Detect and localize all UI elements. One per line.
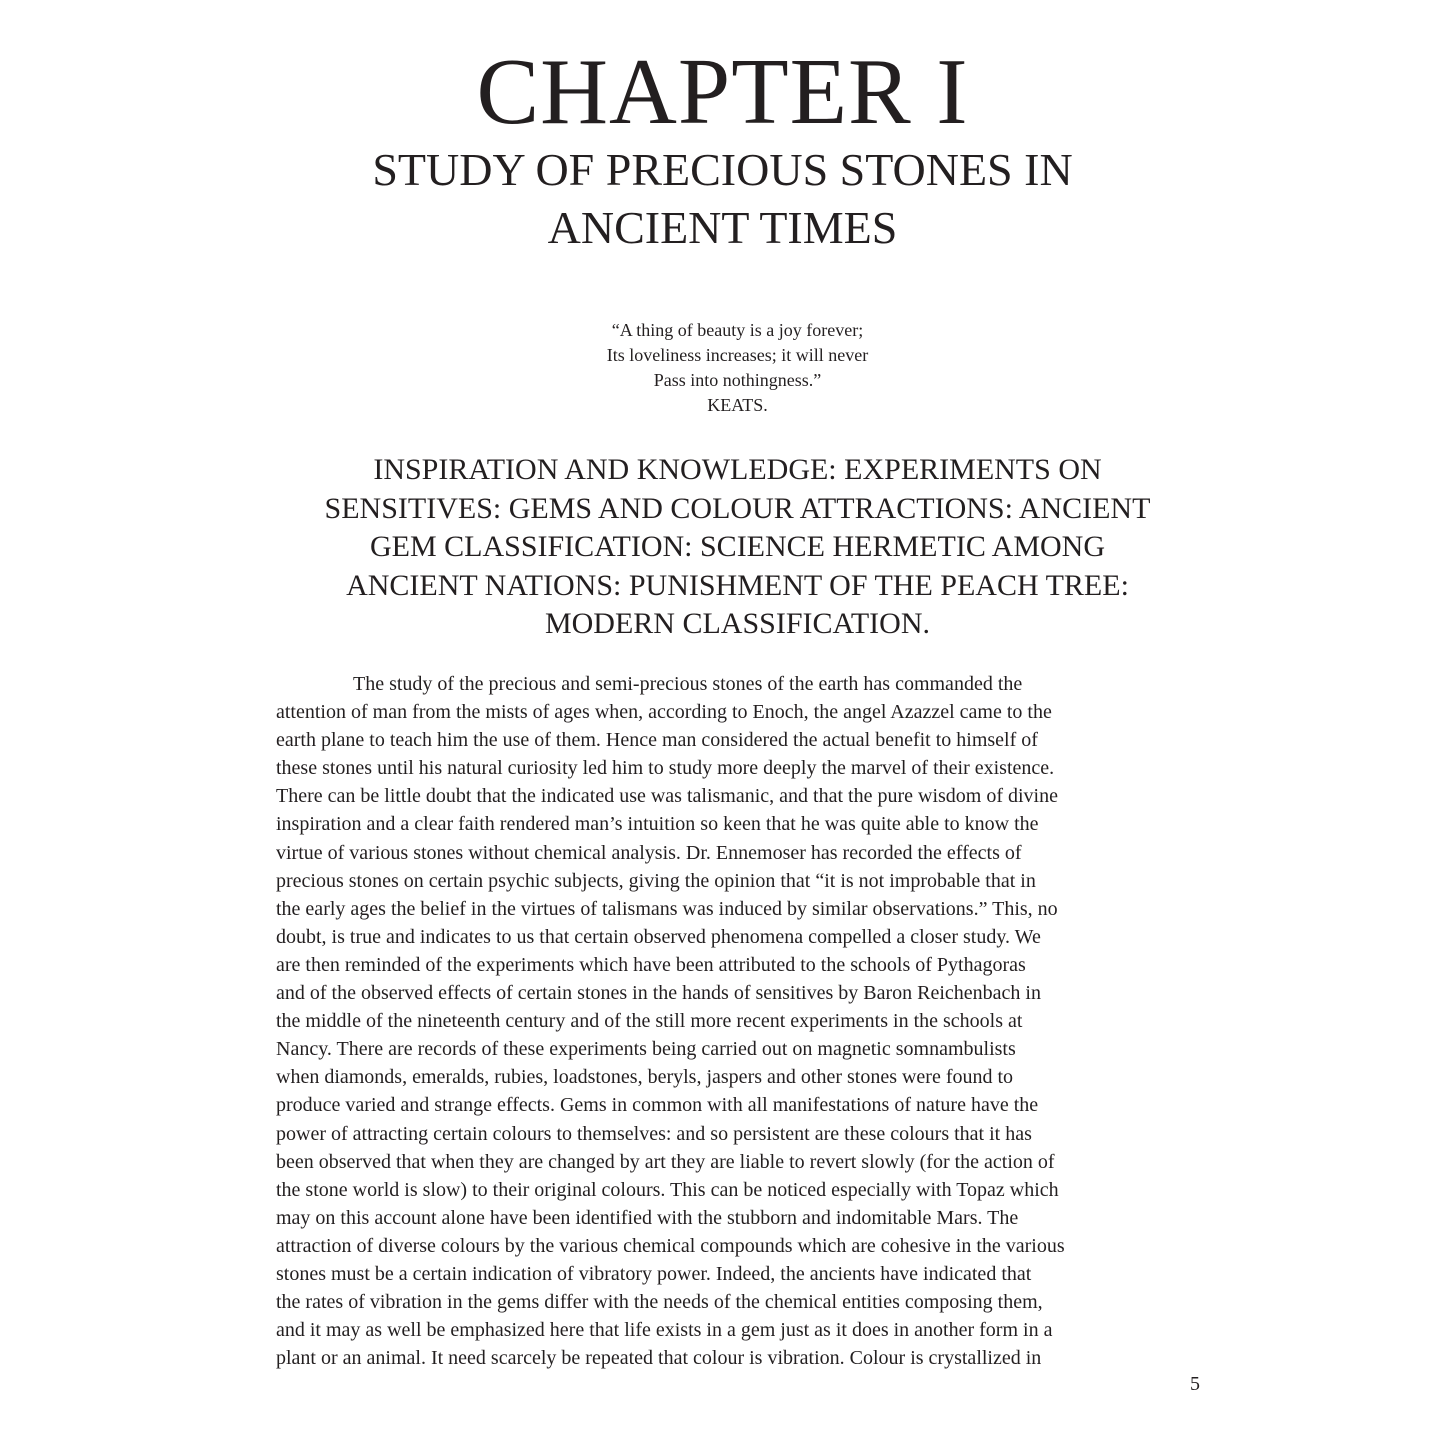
section-heading-line: MODERN CLASSIFICATION. <box>544 607 931 640</box>
section-heading <box>270 451 1205 644</box>
body-line: may on this account alone have been identified with the stubborn and indomitable Mars. The <box>276 1206 1019 1229</box>
epigraph-line: Pass into nothingness.” <box>653 370 822 390</box>
body-line: doubt, is true and indicates to us that certain observed phenomena compelled a closer study. We <box>276 925 1041 948</box>
body-line: are then reminded of the experiments which have been attributed to the schools of Pythagoras <box>276 953 1026 976</box>
body-line: stones must be a certain indication of vibratory power. Indeed, the ancients have indicated that <box>276 1262 1032 1285</box>
section-heading-line: GEM CLASSIFICATION: SCIENCE HERMETIC AMONG <box>369 530 1106 563</box>
body-line: power of attracting certain colours to themselves: and so persistent are these colours that it has <box>276 1122 1032 1145</box>
section-heading-line: ANCIENT NATIONS: PUNISHMENT OF THE PEACH TREE: <box>346 568 1129 602</box>
chapter-title <box>0 141 1445 257</box>
body-paragraph <box>276 670 1201 1372</box>
section-heading-line: SENSITIVES: GEMS AND COLOUR ATTRACTIONS: ANCIENT <box>324 491 1151 525</box>
body-line: when diamonds, emeralds, rubies, loadstones, beryls, jaspers and other stones were found to <box>276 1066 1014 1089</box>
body-line: these stones until his natural curiosity led him to study more deeply the marvel of their existence. <box>276 757 1055 780</box>
epigraph-line: Its loveliness increases; it will never <box>606 345 869 365</box>
section-heading-line: INSPIRATION AND KNOWLEDGE: EXPERIMENTS ON <box>373 453 1102 486</box>
body-line: inspiration and a clear faith rendered man’s intuition so keen that he was quite able to know the <box>276 813 1039 836</box>
body-line: and it may as well be emphasized here that life exists in a gem just as it does in another form in a <box>276 1319 1053 1342</box>
body-line: the middle of the nineteenth century and of the still more recent experiments in the schools at <box>276 1010 1023 1033</box>
page-number: 5 <box>1190 1373 1200 1395</box>
body-line: the rates of vibration in the gems differ with the needs of the chemical entities composing them, <box>276 1291 1043 1314</box>
body-line: Nancy. There are records of these experiments being carried out on magnetic somnambulists <box>276 1038 1016 1061</box>
body-line: virtue of various stones without chemical analysis. Dr. Ennemoser has recorded the effects of <box>276 841 1022 864</box>
chapter-title-line: ANCIENT TIMES <box>547 202 898 253</box>
body-line: There can be little doubt that the indicated use was talismanic, and that the pure wisdom of divine <box>276 785 1058 808</box>
body-line: been observed that when they are changed by art they are liable to revert slowly (for the action of <box>276 1150 1055 1173</box>
body-line: the early ages the belief in the virtues of talismans was induced by similar observations.” This, no <box>276 897 1058 920</box>
body-line: The study of the precious and semi-precious stones of the earth has commanded the <box>353 673 1023 695</box>
body-line: precious stones on certain psychic subjects, giving the opinion that “it is not improbable that in <box>276 869 1036 892</box>
chapter-title-line: STUDY OF PRECIOUS STONES IN <box>372 144 1073 195</box>
chapter-number: CHAPTER I <box>476 40 969 144</box>
body-line: and of the observed effects of certain stones in the hands of sensitives by Baron Reichenbach in <box>276 982 1041 1005</box>
body-line: attraction of diverse colours by the various chemical compounds which are cohesive in the various <box>276 1234 1065 1257</box>
epigraph-line: “A thing of beauty is a joy forever; <box>611 320 864 340</box>
epigraph-author: KEATS. <box>707 395 768 415</box>
body-line: the stone world is slow) to their original colours. This can be noticed especially with Topaz which <box>276 1178 1059 1201</box>
body-line: earth plane to teach him the use of them. Hence man considered the actual benefit to himself of <box>276 729 1038 752</box>
body-line: plant or an animal. It need scarcely be repeated that colour is vibration. Colour is crystallized in <box>276 1347 1042 1370</box>
body-line: produce varied and strange effects. Gems in common with all manifestations of nature have the <box>276 1094 1039 1117</box>
epigraph <box>0 318 1445 418</box>
body-line: attention of man from the mists of ages when, according to Enoch, the angel Azazzel came to the <box>276 701 1052 724</box>
